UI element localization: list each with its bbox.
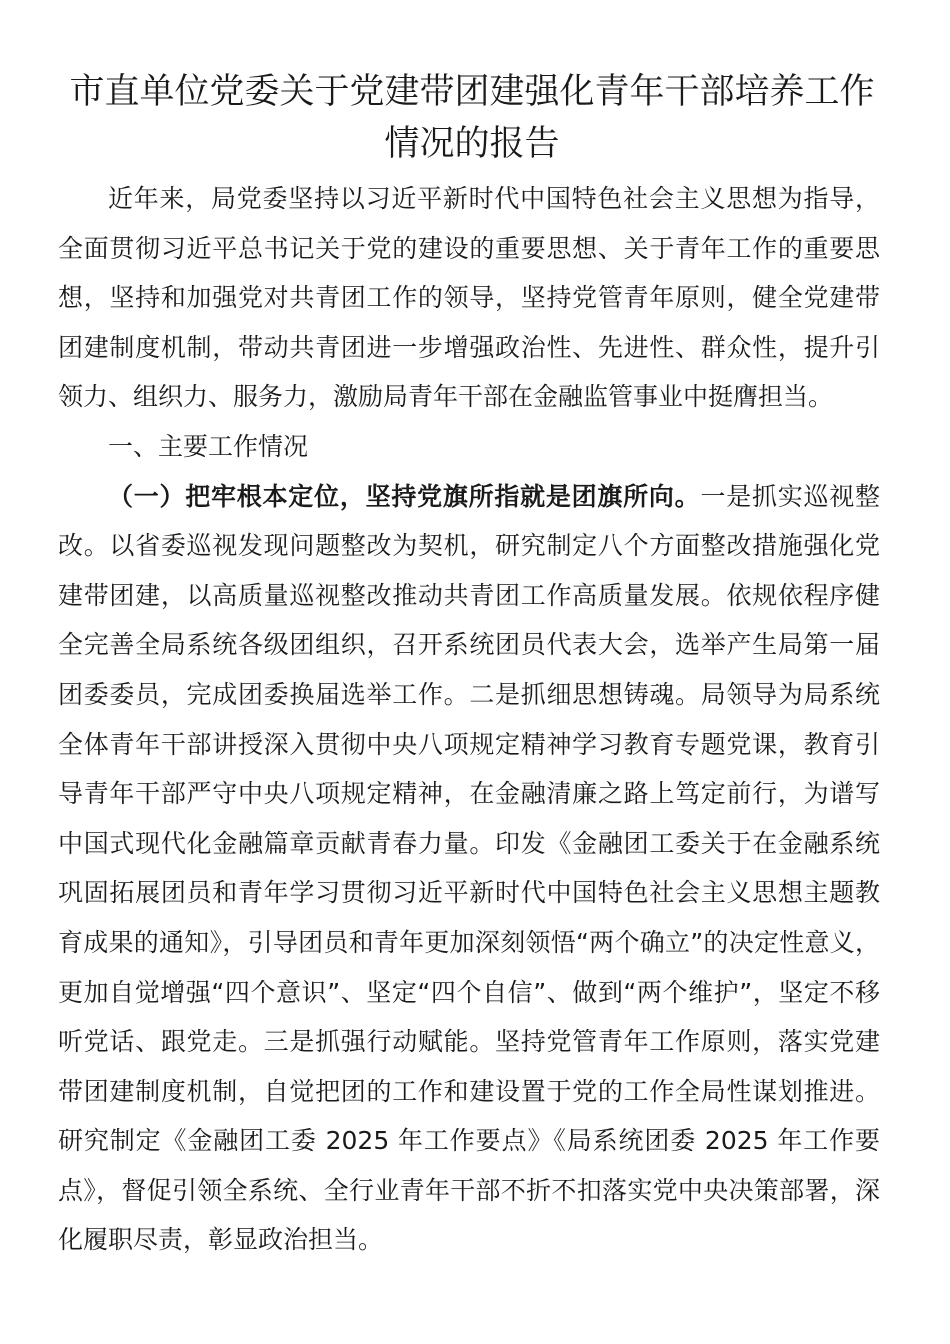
intro-paragraph: 近年来，局党委坚持以习近平新时代中国特色社会主义思想为指导，全面贯彻习近平总书记关于党的建设的重要思想、关于青年工作的重要思想，坚持和加强党对共青团工作的领导，坚持党管青年原则，健全党建带团建制度机制，带动共青团进一步增强政治性、先进性、群众性，提升引领力、组织力、服务力，激励局青年干部在金融监管事业中挺膺担当。: [58, 184, 880, 412]
title-line-1: 市直单位党委关于党建带团建强化青年干部培养工作: [69, 72, 875, 112]
document-title: [58, 66, 880, 170]
subsection-heading: （一）把牢根本定位，坚持党旗所指就是团旗所向。: [108, 481, 701, 511]
title-line-2: 情况的报告: [384, 124, 560, 164]
section-heading: 一、主要工作情况: [108, 431, 309, 461]
subsection-body: 一是抓实巡视整改。以省委巡视发现问题整改为契机，研究制定八个方面整改措施强化党建带团建，以高质量巡视整改推动共青团工作高质量发展。依规依程序健全完善全局系统各级团组织，召开系统团员代表大会，选举产生局第一届团委委员，完成团委换届选举工作。二是抓细思想铸魂。局领导为局系统全体青年干部讲授深入贯彻中央八项规定精神学习教育专题党课，教育引导青年干部严守中央八项规定精神，在金融清廉之路上笃定前行，为谱写中国式现代化金融篇章贡献青春力量。印发《金融团工委关于在金融系统巩固拓展团员和青年学习贯彻习近平新时代中国特色社会主义思想主题教育成果的通知》，引导团员和青年更加深刻领悟“两个确立”的决定性意义，更加自觉增强“四个意识”、坚定“四个自信”、做到“两个维护”，坚定不移听党话、跟党走。三是抓强行动赋能。坚持党管青年工作原则，落实党建带团建制度机制，自觉把团的工作和建设置于党的工作全局性谋划推进。研究制定《金融团工委 2025 年工作要点》《局系统团委 2025 年工作要点》，督促引领全系统、全行业青年干部不折不扣落实党中央决策部署，深化履职尽责，彰显政治担当。: [58, 481, 880, 1255]
subsection-paragraph: [58, 472, 880, 1266]
